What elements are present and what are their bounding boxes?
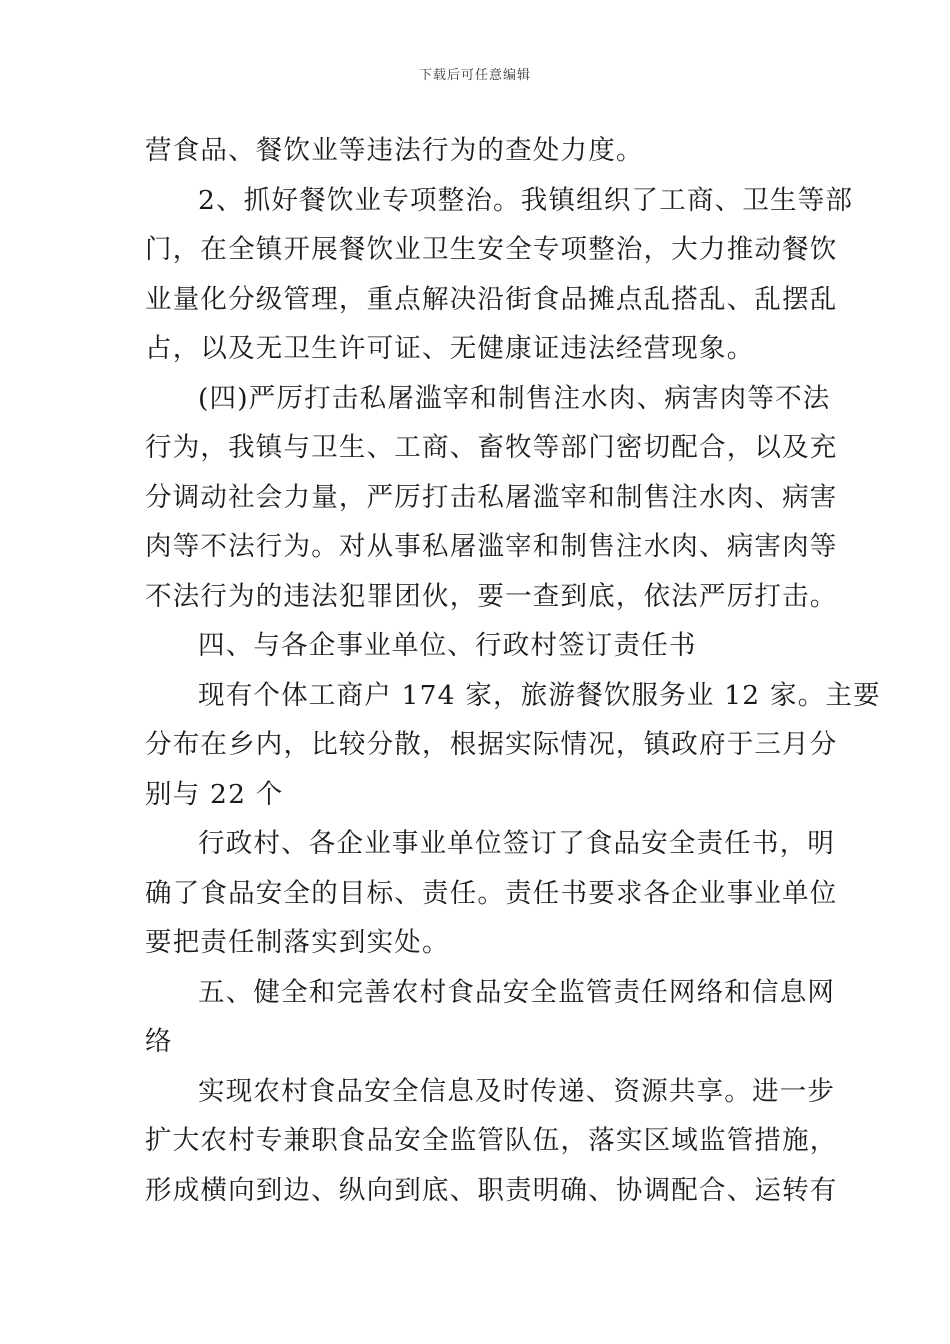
paragraph bbox=[145, 1067, 838, 1216]
text-line: 业量化分级管理，重点解决沿街食品摊点乱搭乱、乱摆乱 bbox=[145, 283, 838, 315]
document-body bbox=[145, 126, 881, 1215]
text-line: 不法行为的违法犯罪团伙，要一查到底，依法严厉打击。 bbox=[145, 580, 838, 612]
paragraph bbox=[145, 176, 854, 374]
text-line: 要把责任制落实到实处。 bbox=[145, 927, 450, 958]
text-line: 行政村、各企业事业单位签订了食品安全责任书，明 bbox=[198, 828, 836, 859]
text-line: (四)严厉打击私屠滥宰和制售注水肉、病害肉等不法 bbox=[198, 382, 831, 414]
text-line: 2、抓好餐饮业专项整治。我镇组织了工商、卫生等部 bbox=[198, 184, 854, 216]
text-line: 肉等不法行为。对从事私屠滥宰和制售注水肉、病害肉等 bbox=[145, 531, 838, 562]
paragraph bbox=[145, 126, 810, 176]
text-line: 五、健全和完善农村食品安全监管责任网络和信息网 bbox=[198, 976, 836, 1008]
text-line: 实现农村食品安全信息及时传递、资源共享。进一步 bbox=[198, 1075, 836, 1107]
paragraph bbox=[145, 374, 838, 622]
paragraph bbox=[145, 968, 836, 1067]
paragraph bbox=[145, 621, 810, 671]
text-line: 行为，我镇与卫生、工商、畜牧等部门密切配合，以及充 bbox=[145, 432, 838, 463]
text-line: 四、与各企事业单位、行政村签订责任书 bbox=[198, 630, 697, 661]
text-line: 分调动社会力量，严厉打击私屠滥宰和制售注水肉、病害 bbox=[145, 481, 838, 513]
text-line: 络 bbox=[145, 1026, 173, 1057]
text-line: 分布在乡内，比较分散，根据实际情况，镇政府于三月分 bbox=[145, 729, 838, 760]
text-line: 形成横向到边、纵向到底、职责明确、协调配合、运转有 bbox=[145, 1174, 838, 1206]
page-header-note: 下载后可任意编辑 bbox=[418, 68, 531, 83]
text-line: 占，以及无卫生许可证、无健康证违法经营现象。 bbox=[145, 333, 755, 364]
paragraph bbox=[145, 671, 881, 820]
text-line: 现有个体工商户 174 家，旅游餐饮服务业 12 家。主要 bbox=[198, 679, 881, 711]
text-line: 确了食品安全的目标、责任。责任书要求各企业事业单位 bbox=[145, 877, 838, 909]
paragraph bbox=[145, 819, 838, 968]
text-line: 门，在全镇开展餐饮业卫生安全专项整治，大力推动餐饮 bbox=[145, 234, 838, 265]
text-line: 扩大农村专兼职食品安全监管队伍，落实区域监管措施， bbox=[145, 1125, 838, 1156]
text-line: 别与 22 个 bbox=[145, 778, 284, 810]
text-line: 营食品、餐饮业等违法行为的查处力度。 bbox=[145, 135, 644, 166]
